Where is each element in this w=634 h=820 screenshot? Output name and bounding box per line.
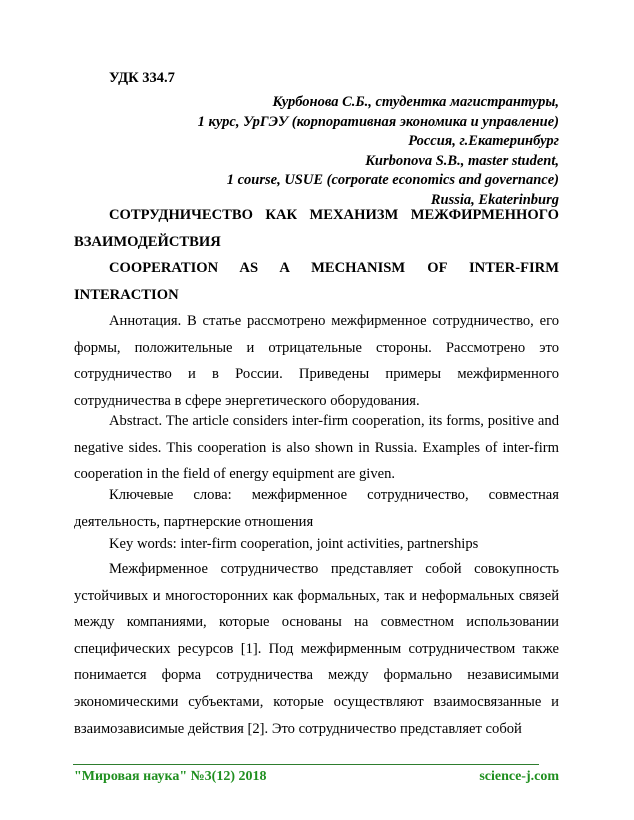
author-block <box>198 93 559 211</box>
footer-journal: "Мировая наука" №3(12) 2018 <box>74 769 267 784</box>
author-line: Россия, г.Екатеринбург <box>408 133 559 150</box>
annotation-russian: Аннотация. В статье рассмотрено межфирменное сотрудничество, его формы, положительные и отрицательные стороны. Рассмотрено это сотрудничество и в России. Приведены примеры межфирменного сотрудничества в сфере энергетического оборудования. <box>74 313 559 409</box>
footer-divider <box>73 764 539 765</box>
title-russian: СОТРУДНИЧЕСТВО КАК МЕХАНИЗМ МЕЖФИРМЕННОГО ВЗАИМОДЕЙСТВИЯ <box>74 207 559 250</box>
footer-site-link[interactable]: science-j.com <box>479 769 559 784</box>
keywords-russian: Ключевые слова: межфирменное сотрудничество, совместная деятельность, партнерские отношения <box>74 487 559 530</box>
keywords-english: Key words: inter-firm cooperation, joint activities, partnerships <box>109 536 479 552</box>
author-line: Курбонова С.Б., студентка магистрантуры, <box>272 94 559 110</box>
author-line: 1 course, USUE (corporate economics and governance) <box>226 172 559 189</box>
main-paragraph: Межфирменное сотрудничество представляет собой совокупность устойчивых и многосторонних как формальных, так и неформальных связей между компаниями, которые основаны на совместном использовании специфических ресурсов [1]. Под межфирменным сотрудничеством также понимается форма сотрудничества между формально независимыми экономическими субъектами, которые осуществляют взаимосвязанные и взаимозависимые действия [2]. Это сотрудничество представляет собой <box>74 561 559 737</box>
udk-code: УДК 334.7 <box>109 70 175 86</box>
author-line: Kurbonova S.B., master student, <box>365 152 559 169</box>
author-line: Russia, Ekaterinburg <box>430 191 559 208</box>
author-line: 1 курс, УрГЭУ (корпоративная экономика и управление) <box>197 113 559 130</box>
title-english: COOPERATION AS A MECHANISM OF INTER-FIRM INTERACTION <box>74 260 559 303</box>
abstract-english: Abstract. The article considers inter-firm cooperation, its forms, positive and negative sides. This cooperation is also shown in Russia. Examples of inter-firm cooperation in the field of energy equipment are given. <box>74 413 559 483</box>
